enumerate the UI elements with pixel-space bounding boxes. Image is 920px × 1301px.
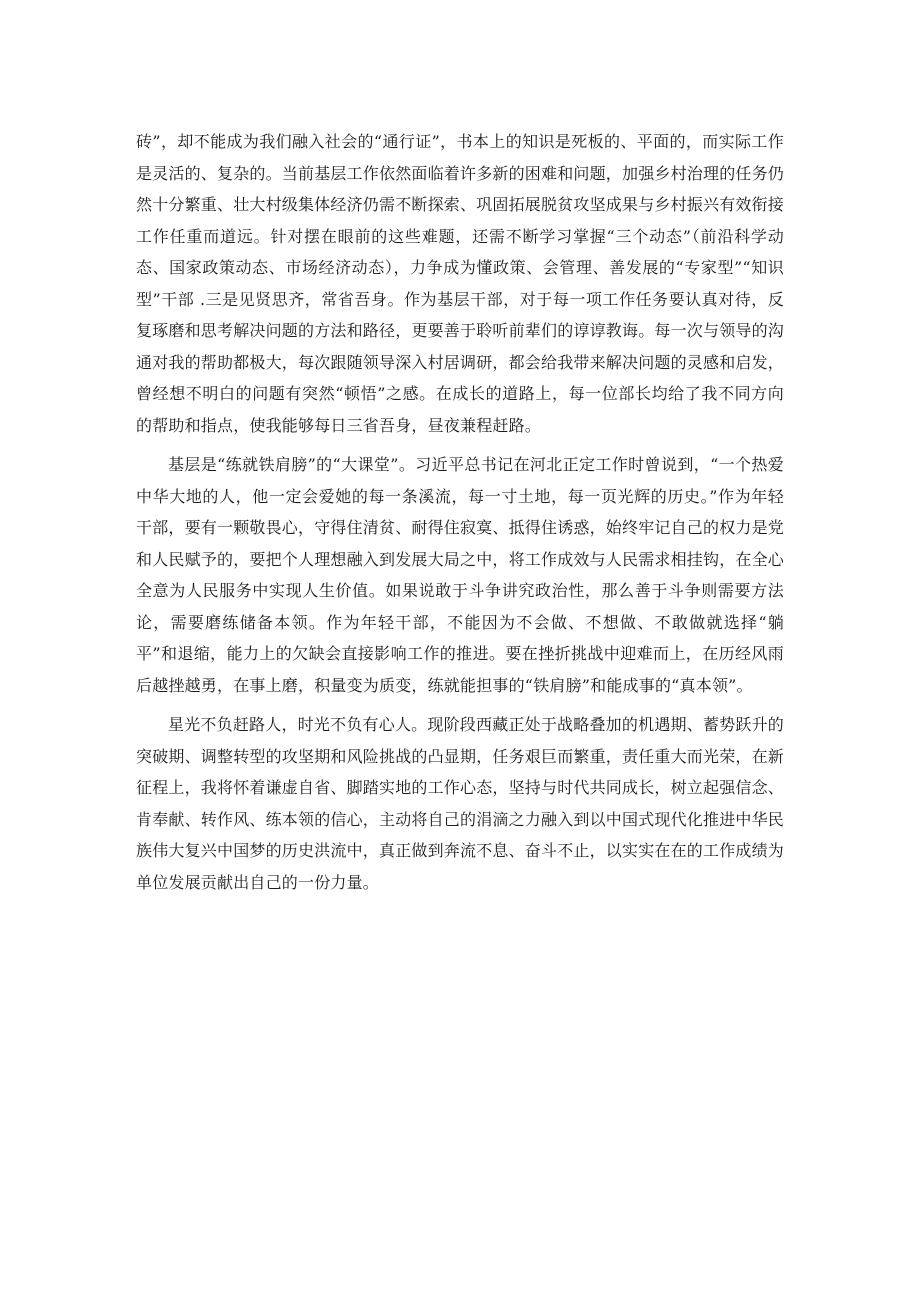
document-body [136,126,784,898]
paragraph-3: 星光不负赶路人，时光不负有心人。现阶段西藏正处于战略叠加的机遇期、蓄势跃升的突破期、调整转型的攻坚期和风险挑战的凸显期，任务艰巨而繁重，责任重大而光荣，在新征程上，我将怀着谦虚自省、脚踏实地的工作心态，坚持与时代共同成长，树立起强信念、肯奉献、转作风、练本领的信心，主动将自己的涓滴之力融入到以中国式现代化推进中华民族伟大复兴中国梦的历史洪流中，真正做到奔流不息、奋斗不止，以实实在在的工作成绩为单位发展贡献出自己的一份力量。 [136,715,785,892]
paragraph-2: 基层是“练就铁肩膀”的“大课堂”。习近平总书记在河北正定工作时曾说到，“一个热爱中华大地的人，他一定会爱她的每一条溪流，每一寸土地，每一页光辉的历史。”作为年轻干部，要有一颗敬畏心，守得住清贫、耐得住寂寞、抵得住诱惑，始终牢记自己的权力是党和人民赋予的，要把个人理想融入到发展大局之中，将工作成效与人民需求相挂钩，在全心全意为人民服务中实现人生价值。如果说敢于斗争讲究政治性，那么善于斗争则需要方法论，需要磨练储备本领。作为年轻干部，不能因为不会做、不想做、不敢做就选择“躺平”和退缩，能力上的欠缺会直接影响工作的推进。要在挫折挑战中迎难而上，在历经风雨后越挫越勇，在事上磨，积量变为质变，练就能担事的“铁肩膀”和能成事的“真本领”。 [136,455,785,695]
paragraph-1: 砖”，却不能成为我们融入社会的“通行证”，书本上的知识是死板的、平面的，而实际工作是灵活的、复杂的。当前基层工作依然面临着许多新的困难和问题，加强乡村治理的任务仍然十分繁重、壮大村级集体经济仍需不断探索、巩固拓展脱贫攻坚成果与乡村振兴有效衔接工作任重而道远。针对摆在眼前的这些难题，还需不断学习掌握“三个动态”（前沿科学动态、国家政策动态、市场经济动态），力争成为懂政策、会管理、善发展的“专家型”“知识型”干部 .三是见贤思齐，常省吾身。作为基层干部，对于每一项工作任务要认真对待，反复琢磨和思考解决问题的方法和路径，更要善于聆听前辈们的谆谆教诲。每一次与领导的沟通对我的帮助都极大，每次跟随领导深入村居调研，都会给我带来解决问题的灵感和启发，曾经想不明白的问题有突然“顿悟”之感。在成长的道路上，每一位部长均给了我不同方向的帮助和指点，使我能够每日三省吾身，昼夜兼程赶路。 [136,132,785,435]
